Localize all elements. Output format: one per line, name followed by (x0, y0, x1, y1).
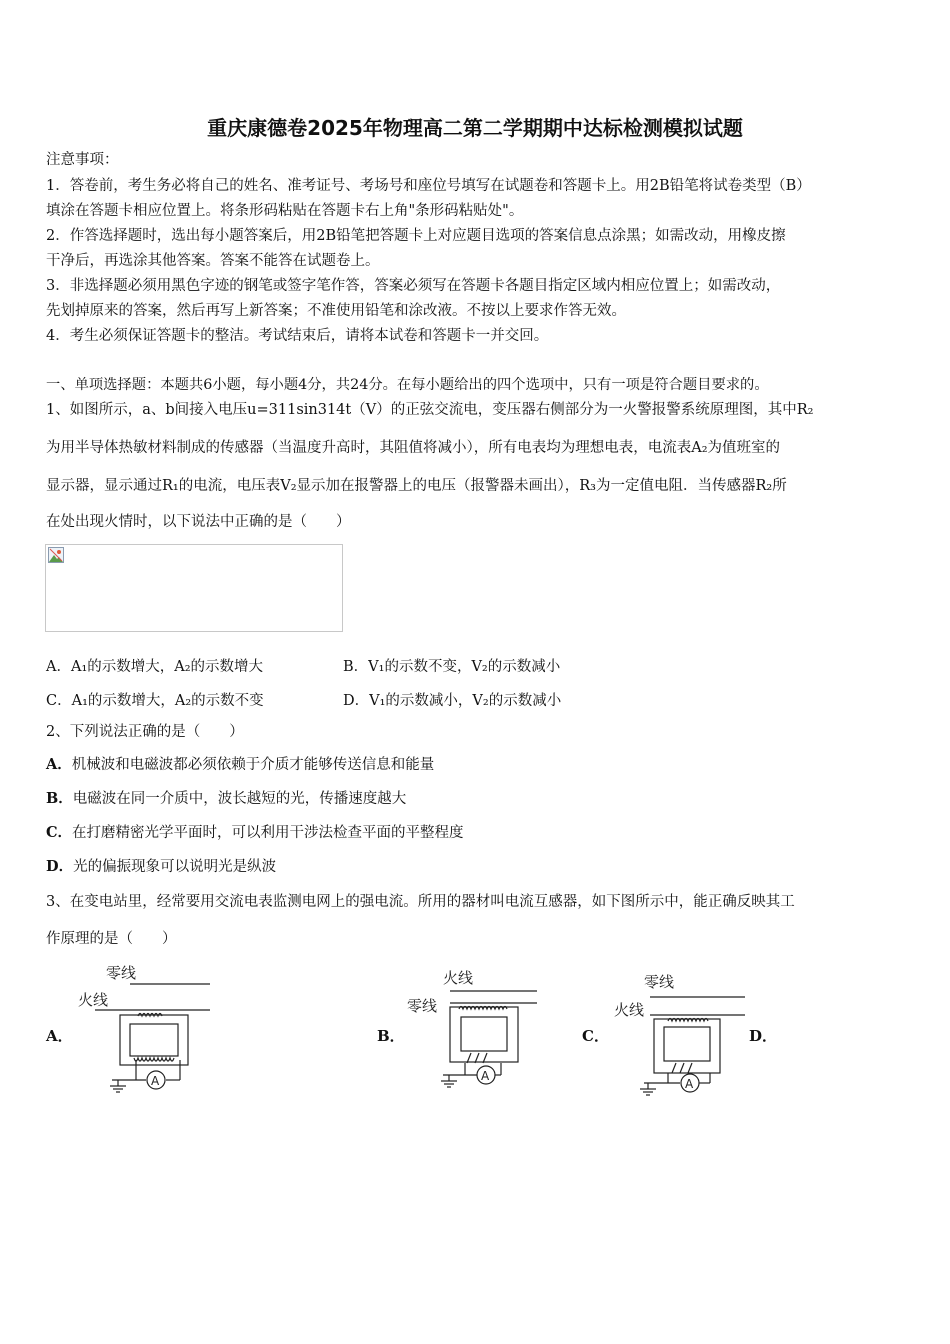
svg-text:火线: 火线 (78, 991, 109, 1009)
notice-line: 干净后，再选涂其他答案。答案不能答在试题卷上。 (46, 253, 380, 269)
question-3-stem: 3、在变电站里，经常要用交流电表监测电网上的强电流。所用的器材叫电流互感器，如下图所示中，能正确反映其工 (46, 894, 795, 910)
question-3-label-d: D． (749, 1027, 778, 1045)
section-heading: 一、单项选择题：本题共6小题，每小题4分，共24分。在每小题给出的四个选项中，只有一项是符合题目要求的。 (46, 377, 769, 393)
notice-line: 4．考生必须保证答题卡的整洁。考试结束后，请将本试卷和答题卡一并交回。 (46, 328, 549, 344)
notice-line: 2．作答选择题时，选出每小题答案后，用2B铅笔把答题卡上对应题目选项的答案信息点涂黑；如需改动，用橡皮擦 (46, 228, 786, 244)
question-2-option-a: A．机械波和电磁波都必须依赖于介质才能够传送信息和能量 (46, 756, 435, 773)
question-3-label-a: A． (46, 1027, 73, 1045)
notice-heading: 注意事项： (46, 152, 119, 168)
page-title: 重庆康德卷2025年物理高二第二学期期中达标检测模拟试题 (207, 116, 743, 140)
question-2-option-c: C．在打磨精密光学平面时，可以利用干涉法检查平面的平整程度 (46, 824, 464, 841)
svg-text:火线: 火线 (443, 969, 474, 987)
question-3-diagram-a (70, 960, 220, 1095)
question-3-label-b: B． (377, 1027, 405, 1045)
notice-line: 填涂在答题卡相应位置上。将条形码粘贴在答题卡右上角"条形码粘贴处"。 (46, 203, 524, 219)
question-3-diagram-b (405, 965, 545, 1095)
question-3-diagram-c (610, 965, 750, 1100)
svg-text:A: A (151, 1074, 160, 1088)
question-1-figure-placeholder (45, 544, 343, 632)
question-1-stem: 1、如图所示，a、b间接入电压u=311sin314t（V）的正弦交流电，变压器右侧部分为一火警报警系统原理图，其中R₂ (46, 402, 814, 418)
question-1-option-d: D．V₁的示数减小，V₂的示数减小 (343, 693, 562, 709)
question-1-option-b: B．V₁的示数不变，V₂的示数减小 (343, 659, 561, 675)
question-3-stem: 作原理的是（ ） (46, 931, 177, 947)
question-2-stem: 2、下列说法正确的是（ ） (46, 724, 244, 740)
notice-line: 1．答卷前，考生务必将自己的姓名、准考证号、考场号和座位号填写在试题卷和答题卡上。用2B铅笔将试卷类型（B） (46, 178, 811, 194)
svg-text:A: A (685, 1077, 694, 1091)
broken-image-icon (48, 547, 64, 563)
question-1-option-a: A．A₁的示数增大，A₂的示数增大 (46, 659, 264, 675)
question-1-option-c: C．A₁的示数增大，A₂的示数不变 (46, 693, 264, 709)
svg-text:火线: 火线 (614, 1001, 645, 1019)
question-1-stem: 为用半导体热敏材料制成的传感器（当温度升高时，其阻值将减小），所有电表均为理想电表，电流表A₂为值班室的 (46, 440, 781, 456)
svg-text:零线: 零线 (407, 997, 438, 1015)
svg-text:零线: 零线 (106, 964, 137, 982)
notice-line: 3．非选择题必须用黑色字迹的钢笔或签字笔作答，答案必须写在答题卡各题目指定区域内相应位置上；如需改动， (46, 278, 781, 294)
question-1-stem: 在处出现火情时，以下说法中正确的是（ ） (46, 514, 351, 530)
question-3-label-c: C． (582, 1027, 609, 1045)
svg-text:A: A (481, 1069, 490, 1083)
question-2-option-d: D．光的偏振现象可以说明光是纵波 (46, 858, 277, 875)
question-2-option-b: B．电磁波在同一介质中，波长越短的光，传播速度越大 (46, 790, 407, 807)
svg-text:零线: 零线 (644, 973, 675, 991)
notice-line: 先划掉原来的答案，然后再写上新答案；不准使用铅笔和涂改液。不按以上要求作答无效。 (46, 303, 626, 319)
question-1-stem: 显示器，显示通过R₁的电流，电压表V₂显示加在报警器上的电压（报警器未画出），R₃为一定值电阻．当传感器R₂所 (46, 478, 787, 494)
